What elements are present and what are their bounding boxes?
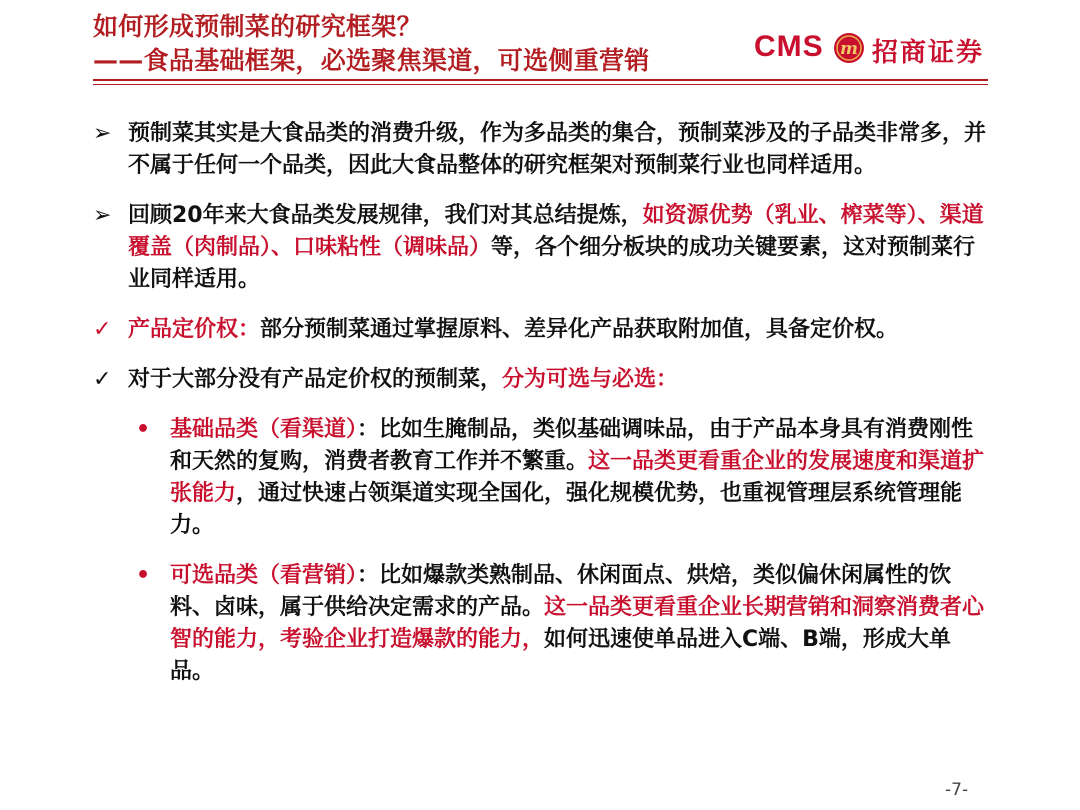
header-rule-thin xyxy=(93,84,988,85)
sub-bullet-highlight: 这一品类更看重企业长期营销和洞察消费者心智的能力，考验企业打造爆款的能力， xyxy=(170,595,985,652)
bullet-text: 回顾20年来大食品类发展规律，我们对其总结提炼， xyxy=(128,203,643,228)
check-bullet-icon: ✓ xyxy=(93,367,112,392)
sub-bullet-text: ，通过快速占领渠道实现全国化，强化规模优势，也重视管理层系统管理能力。 xyxy=(170,481,963,538)
dot-bullet-icon: • xyxy=(136,417,151,442)
sub-bullet-highlight: 这一品类更看重企业的发展速度和渠道扩张能力 xyxy=(170,449,985,506)
sub-bullet-text: ：比如生腌制品，类似基础调味品，由于产品本身具有消费刚性和天然的复购，消费者教育工作并不繁重。 xyxy=(170,417,974,474)
bullet-item xyxy=(93,118,993,182)
slide-header xyxy=(93,10,650,78)
sub-bullet-highlight: 基础品类（看渠道） xyxy=(170,417,358,442)
logo-latin-text: CMS xyxy=(754,30,824,63)
check-bullet-icon: ✓ xyxy=(93,317,112,342)
bullet-item xyxy=(93,314,993,346)
bullet-highlight: 产品定价权： xyxy=(128,317,261,342)
sub-bullet-text: ：比如爆款类熟制品、休闲面点、烘焙，类似偏休闲属性的饮料、卤味，属于供给决定需求的产品。 xyxy=(170,563,952,620)
header-rule-thick xyxy=(93,79,988,81)
slide-title-line-2: ——食品基础框架，必选聚焦渠道，可选侧重营销 xyxy=(93,46,650,75)
bullet-text: 等，各个细分板块的成功关键要素，这对预制菜行业同样适用。 xyxy=(128,235,976,292)
bullet-item xyxy=(93,200,993,296)
bullet-text: 预制菜其实是大食品类的消费升级，作为多品类的集合，预制菜涉及的子品类非常多，并不属于任何一个品类，因此大食品整体的研究框架对预制菜行业也同样适用。 xyxy=(128,121,987,178)
arrow-bullet-icon: ➢ xyxy=(93,121,112,146)
dot-bullet-icon: • xyxy=(136,563,151,588)
bullet-item xyxy=(93,364,993,396)
logo-badge-icon xyxy=(833,32,865,64)
logo-badge-text: m xyxy=(840,39,858,59)
bullet-text: 对于大部分没有产品定价权的预制菜， xyxy=(128,367,503,392)
slide-title-line-1: 如何形成预制菜的研究框架？ xyxy=(93,12,422,41)
slide-content xyxy=(93,118,993,688)
arrow-bullet-icon: ➢ xyxy=(93,203,112,228)
sub-bullet-highlight: 可选品类（看营销） xyxy=(170,563,358,588)
bullet-highlight: 分为可选与必选： xyxy=(502,367,679,392)
sub-bullet-item xyxy=(93,414,993,542)
bullet-text: 部分预制菜通过掌握原料、差异化产品获取附加值，具备定价权。 xyxy=(260,317,899,342)
cms-logo xyxy=(754,30,988,68)
sub-bullet-text: 如何迅速使单品进入C端、B端，形成大单品。 xyxy=(170,627,951,684)
sub-bullet-item xyxy=(93,560,993,688)
bullet-highlight: 如资源优势（乳业、榨菜等）、渠道覆盖（肉制品）、口味粘性（调味品） xyxy=(128,203,984,260)
logo-chinese-text: 招商证券 xyxy=(872,38,985,68)
page-number: -7- xyxy=(945,780,969,800)
